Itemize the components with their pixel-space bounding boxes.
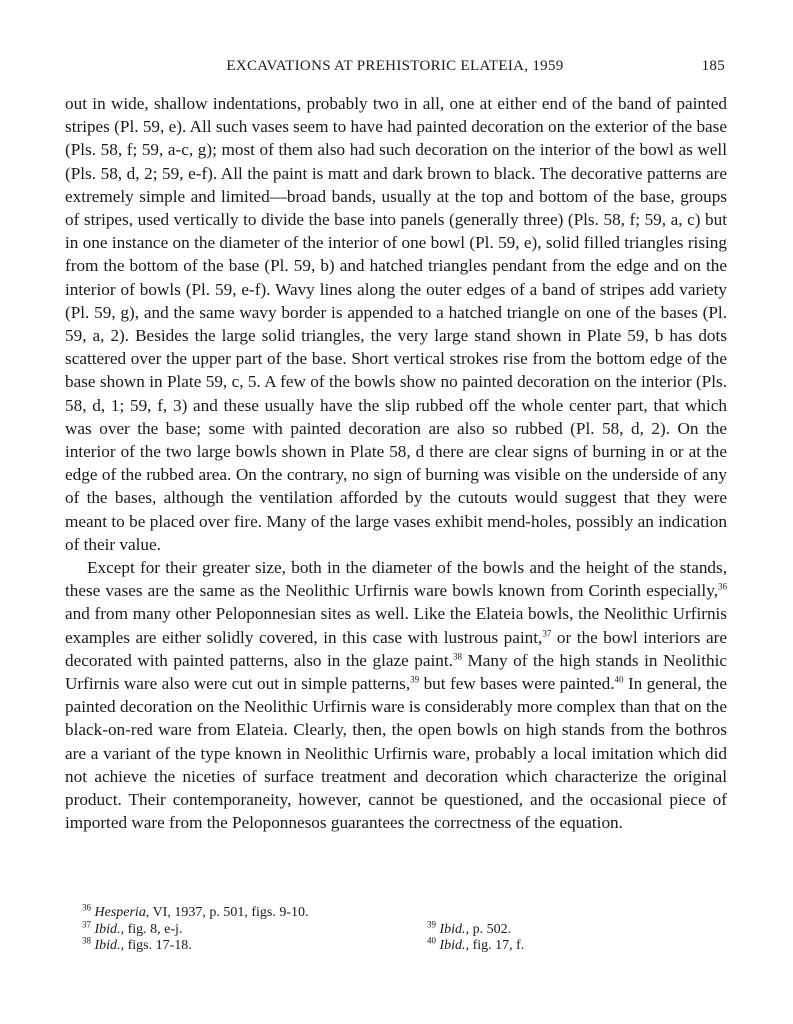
footnote-text: , fig. 8, e-j. xyxy=(120,921,183,937)
footnotes xyxy=(82,902,642,955)
running-title: EXCAVATIONS AT PREHISTORIC ELATEIA, 1959 xyxy=(226,58,564,74)
footnote-text: , figs. 17-18. xyxy=(120,938,192,953)
running-head xyxy=(65,58,725,82)
paragraph-text: but few bases were painted. xyxy=(419,674,615,694)
footnote-source: Hesperia xyxy=(94,905,146,920)
footnote-row-2 xyxy=(82,918,642,939)
footnote xyxy=(82,902,427,922)
footnote-ref: 38 xyxy=(452,651,462,662)
footnote-text: , fig. 17, f. xyxy=(465,938,525,953)
footnote-text: , VI, 1937, p. 501, figs. 9-10. xyxy=(145,905,309,920)
footnote-number: 39 xyxy=(427,918,436,929)
paragraph-text: Many of the high stands in Neolithic Urfirnis ware also were cut out in simple patterns, xyxy=(65,650,727,694)
footnote-source: Ibid. xyxy=(94,938,121,953)
paragraph-2 xyxy=(65,556,727,834)
footnote-ref: 37 xyxy=(542,627,552,638)
footnote-ref: 36 xyxy=(718,581,727,592)
paragraph-1 xyxy=(65,92,727,556)
footnote xyxy=(82,918,427,939)
paragraph-text: In general, the painted decoration on the Neolithic Urfirnis ware is considerably more complex than that on the black-on-red ware from Elateia. Clearly, then, the open bowls on high stands from the bothros are a variant of the type known in Neolithic Urfirnis ware, probably a local imitation which did not achieve the niceties of surface treatment and decoration which characterize the original product. Their contemporaneity, however, cannot be questioned, and the occasional piece of imported ware from the Peloponnesos guarantees the correctness of the equation. xyxy=(65,674,727,833)
footnote xyxy=(82,935,427,955)
footnote-ref: 40 xyxy=(614,674,624,685)
footnote-row-3 xyxy=(82,935,642,955)
footnote-row-1 xyxy=(82,902,642,922)
footnote-text: , p. 502. xyxy=(465,921,512,937)
footnote-source: Ibid. xyxy=(439,921,466,937)
footnote-number: 38 xyxy=(82,935,91,946)
footnote xyxy=(427,918,642,939)
paragraph-text: and from many other Peloponnesian sites as well. Like the Elateia bowls, the Neolithic Urfirnis examples are either solidly covered, in this case with lustrous paint, xyxy=(65,604,727,647)
footnote-number: 40 xyxy=(427,935,436,946)
footnote-ref: 39 xyxy=(410,674,420,685)
footnote-number: 36 xyxy=(82,902,91,913)
body-text xyxy=(65,92,727,835)
paragraph-text: out in wide, shallow indentations, probably two in all, one at either end of the band of painted stripes (Pl. 59, e). All such vases seem to have had painted decoration on the exterior of the base (Pls. 58, f; 59, a-c, g); most of them also had such decoration on the interior of the bowl as well (Pls. 58, d, 2; 59, e-f). All the paint is matt and dark brown to black. The decorative patterns are extremely simple and limited—broad bands, usually at the top and bottom of the base, groups of stripes, used vertically to divide the base into panels (generally three) (Pls. 58, f; 59, a, c) but in one instance on the diameter of the interior of one bowl (Pl. 59, e), solid filled triangles rising from the bottom of the base (Pl. 59, b) and hatched triangles pendant from the edge and on the interior of bowls (Pl. 59, e-f). Wavy lines along the outer edges of a band of stripes add variety (Pl. 59, g), and the same wavy border is appended to a hatched triangle on one of the bases (Pl. 59, a, 2). Besides the large solid triangles, the very large stand shown in Plate 59, b has dots scattered over the upper part of the base. Short vertical strokes rise from the bottom edge of the base shown in Plate 59, c, 5. A few of the bowls show no painted decoration on the interior (Pls. 58, d, 1; 59, f, 3) and these usually have the slip rubbed off the whole center part, that which was over the base; some with painted decoration are also so rubbed (Pl. 58, d, 2). On the interior of the two large bowls shown in Plate 58, d there are clear signs of burning in or at the edge of the rubbed area. On the contrary, no sign of burning was visible on the underside of any of the bases, although the ventilation afforded by the cutouts would suggest that they were meant to be placed over fire. Many of the large vases exhibit mend-holes, possibly an indication of their value. xyxy=(65,94,728,554)
paragraph-text: Except for their greater size, both in the diameter of the bowls and the height of the stands, these vases are the same as the Neolithic Urfirnis ware bowls known from Corinth especially, xyxy=(65,558,727,601)
footnote-source: Ibid. xyxy=(439,938,466,953)
footnote-number: 37 xyxy=(82,918,91,929)
page-number: 185 xyxy=(701,58,725,74)
footnote-spacer xyxy=(427,905,642,922)
footnote xyxy=(427,935,642,955)
paragraph-text: or the bowl interiors are decorated with painted patterns, also in the glaze paint. xyxy=(65,627,727,670)
footnote-source: Ibid. xyxy=(94,921,121,937)
